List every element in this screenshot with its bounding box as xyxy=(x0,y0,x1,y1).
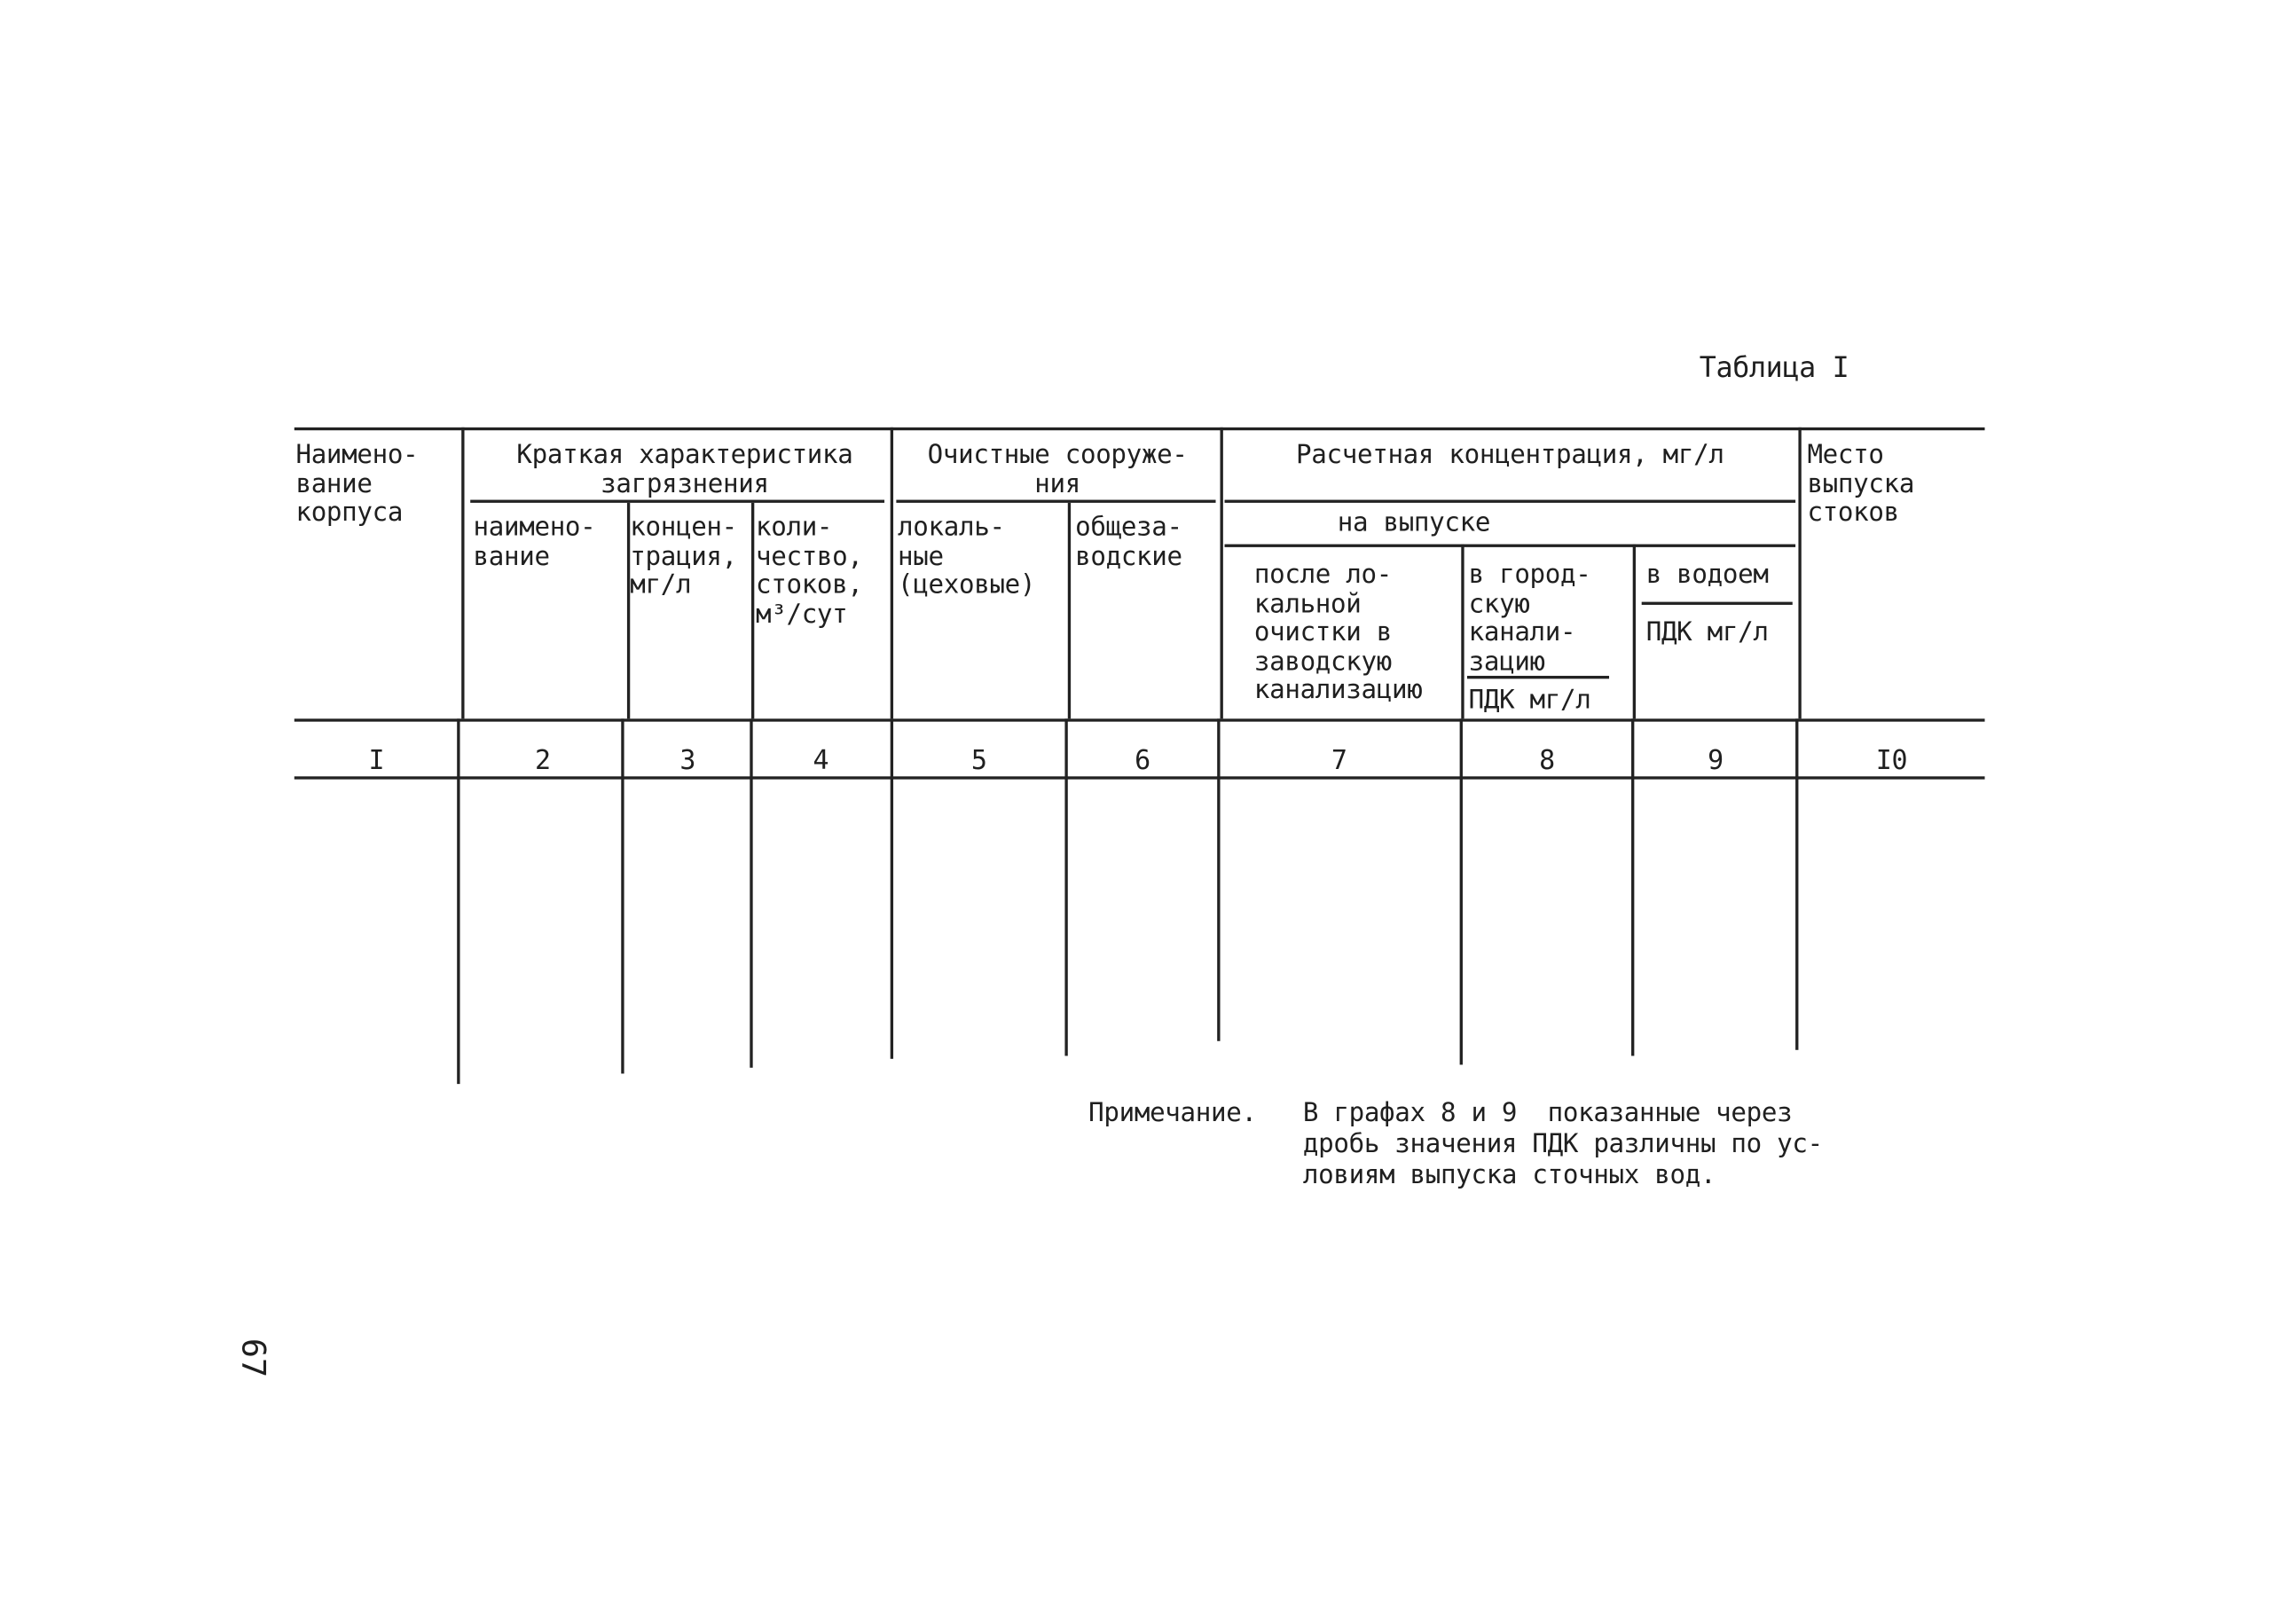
page-number xyxy=(233,1338,269,1377)
header-group-treatment: Очистные сооруже- ния xyxy=(927,440,1188,499)
rule-under-pollution xyxy=(470,500,884,503)
vline-5-head xyxy=(1068,503,1071,718)
note-label: Примечание. xyxy=(1088,1098,1257,1129)
note-line-2: дробь значения ПДК различны по ус- xyxy=(1302,1129,1823,1160)
column-number-9: 9 xyxy=(1708,745,1724,777)
header-col9-bottom: ПДК мг/л xyxy=(1645,617,1769,648)
vline-3-head xyxy=(751,503,754,718)
column-number-3: 3 xyxy=(679,745,696,777)
header-col1: Наимено- вание корпуса xyxy=(295,440,419,529)
vline-1-head xyxy=(461,428,464,718)
column-number-10: I0 xyxy=(1875,745,1908,777)
column-number-8: 8 xyxy=(1539,745,1555,777)
header-col6: общеза- водские xyxy=(1075,513,1182,572)
header-subgroup-outlet: на выпуске xyxy=(1337,508,1491,538)
rule-under-concentration xyxy=(1225,500,1796,503)
header-group-pollution: Краткая характеристика загрязнения xyxy=(516,440,853,499)
fraction-rule-col9 xyxy=(1642,602,1793,605)
header-col7: после ло- кальной очистки в заводскую канализацию xyxy=(1253,560,1423,706)
vline-7-head xyxy=(1461,545,1464,719)
vline-8-head xyxy=(1633,545,1636,719)
note-line-1: В графах 8 и 9 показанные через xyxy=(1302,1098,1793,1129)
rule-under-treatment xyxy=(896,500,1215,503)
header-col5: локаль- ные (цеховые) xyxy=(898,513,1036,600)
column-number-4: 4 xyxy=(813,745,829,777)
header-group-concentration: Расчетная концентрация, мг/л xyxy=(1296,440,1724,471)
column-number-6: 6 xyxy=(1135,745,1150,777)
header-col3: концен- трация, мг/л xyxy=(630,513,737,600)
column-number-1: I xyxy=(368,745,385,777)
vline-9-head xyxy=(1798,428,1801,718)
rule-under-outlet xyxy=(1225,545,1796,547)
numbers-bottom-rule xyxy=(294,776,1985,779)
column-number-2: 2 xyxy=(535,745,551,777)
page-number-text: 67 xyxy=(233,1338,271,1378)
header-col8-top: в город- скую канали- зацию xyxy=(1468,560,1591,677)
vline-2-head xyxy=(627,503,630,718)
header-col8-bottom: ПДК мг/л xyxy=(1468,686,1591,716)
top-rule xyxy=(294,428,1985,430)
header-col9-top: в водоем xyxy=(1645,560,1769,591)
table-title: Таблица I xyxy=(1699,351,1849,385)
column-number-5: 5 xyxy=(970,745,987,777)
header-col10: Место выпуска стоков xyxy=(1807,440,1915,529)
column-number-7: 7 xyxy=(1331,745,1347,777)
header-col4: коли- чество, стоков, м³/сут xyxy=(755,513,863,630)
header-col2: наимено- вание xyxy=(473,513,596,572)
note-line-3: ловиям выпуска сточных вод. xyxy=(1302,1160,1716,1191)
header-bottom-rule xyxy=(294,718,1985,721)
